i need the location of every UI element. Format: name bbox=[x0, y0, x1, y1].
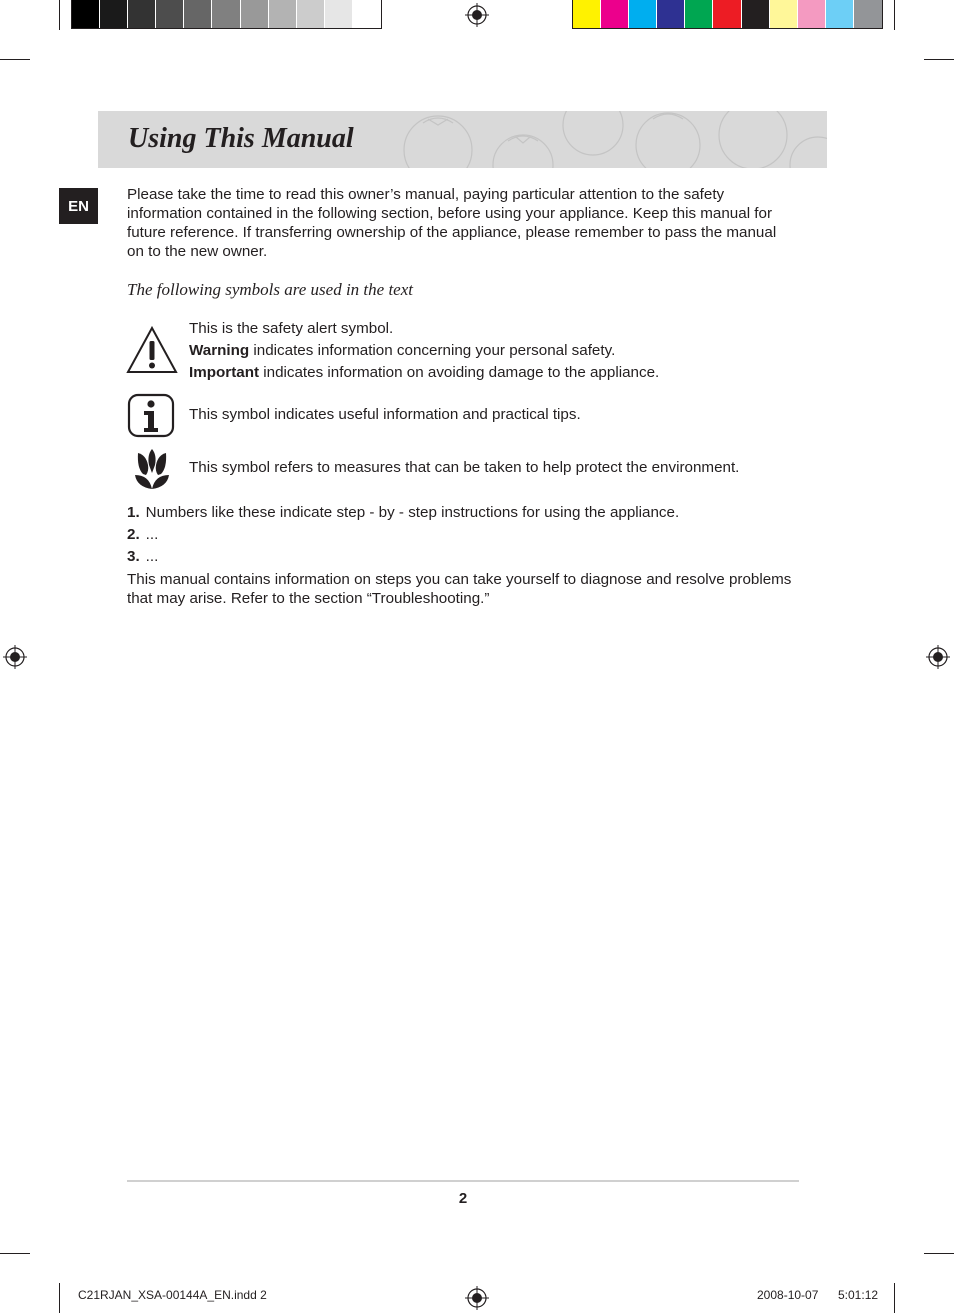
important-label: Important bbox=[189, 364, 260, 381]
info-icon bbox=[127, 393, 175, 438]
crop-mark bbox=[59, 0, 60, 30]
crop-mark bbox=[894, 0, 895, 30]
color-swatch bbox=[742, 0, 770, 28]
color-swatch bbox=[573, 0, 601, 28]
color-swatch bbox=[297, 0, 325, 28]
eco-plant-icon bbox=[132, 447, 172, 491]
step-text: ... bbox=[145, 548, 159, 565]
environment-symbol-description: This symbol refers to measures that can be taken to help protect the environment. bbox=[189, 459, 740, 476]
step-text: ... bbox=[145, 526, 159, 543]
grayscale-color-bar bbox=[71, 0, 382, 29]
slug-time: 5:01:12 bbox=[838, 1288, 879, 1302]
section-header-band bbox=[98, 111, 827, 168]
symbols-heading: The following symbols are used in the text bbox=[127, 280, 413, 299]
color-swatch bbox=[156, 0, 184, 28]
step-number: 1. bbox=[127, 504, 140, 521]
step-number: 2. bbox=[127, 526, 140, 543]
safety-line: This is the safety alert symbol. bbox=[189, 320, 394, 337]
crop-mark bbox=[924, 1253, 954, 1254]
crop-mark bbox=[0, 59, 30, 60]
color-swatch bbox=[325, 0, 353, 28]
registration-mark-icon bbox=[465, 3, 489, 27]
info-symbol-description: This symbol indicates useful information and practical tips. bbox=[189, 406, 581, 423]
safety-symbol-description bbox=[189, 318, 659, 384]
closing-paragraph: This manual contains information on steps you can take yourself to diagnose and resolve problems that may arise. Refer to the section “Troubleshooting.” bbox=[127, 571, 792, 607]
color-swatch bbox=[212, 0, 240, 28]
color-swatch bbox=[713, 0, 741, 28]
process-color-bar bbox=[572, 0, 883, 29]
color-swatch bbox=[269, 0, 297, 28]
color-swatch bbox=[657, 0, 685, 28]
step-text: Numbers like these indicate step - by - step instructions for using the appliance. bbox=[145, 504, 680, 521]
color-swatch bbox=[353, 0, 381, 28]
color-swatch bbox=[128, 0, 156, 28]
important-line bbox=[189, 362, 659, 384]
important-text: indicates information on avoiding damage to the appliance. bbox=[259, 364, 660, 381]
registration-mark-icon bbox=[926, 645, 950, 669]
page-title: Using This Manual bbox=[128, 123, 354, 154]
warning-text: indicates information concerning your personal safety. bbox=[249, 342, 616, 359]
language-tab: EN bbox=[59, 188, 98, 224]
warning-triangle-icon bbox=[126, 325, 178, 375]
tomato-watermark-icon bbox=[368, 111, 827, 168]
crop-mark bbox=[894, 1283, 895, 1313]
color-swatch bbox=[770, 0, 798, 28]
warning-line bbox=[189, 340, 659, 362]
intro-paragraph: Please take the time to read this owner’s manual, paying particular attention to the safety information contained in the following section, before using your appliance. Keep this manual for future reference. If transferring ownership of the appliance, please remember to pass the manual on to the new owner. bbox=[127, 186, 777, 260]
list-item bbox=[127, 546, 158, 568]
warning-label: Warning bbox=[189, 342, 250, 359]
registration-mark-icon bbox=[3, 645, 27, 669]
crop-mark bbox=[924, 59, 954, 60]
slug-filename: C21RJAN_XSA-00144A_EN.indd 2 bbox=[78, 1288, 267, 1302]
color-swatch bbox=[72, 0, 100, 28]
color-swatch bbox=[184, 0, 212, 28]
list-item bbox=[127, 502, 679, 524]
color-swatch bbox=[826, 0, 854, 28]
color-swatch bbox=[601, 0, 629, 28]
color-swatch bbox=[629, 0, 657, 28]
color-swatch bbox=[798, 0, 826, 28]
list-item bbox=[127, 524, 158, 546]
color-swatch bbox=[100, 0, 128, 28]
step-number: 3. bbox=[127, 548, 140, 565]
crop-mark bbox=[0, 1253, 30, 1254]
color-swatch bbox=[854, 0, 882, 28]
crop-mark bbox=[59, 1283, 60, 1313]
slug-date: 2008-10-07 bbox=[757, 1288, 819, 1302]
color-swatch bbox=[241, 0, 269, 28]
color-swatch bbox=[685, 0, 713, 28]
registration-mark-icon bbox=[465, 1286, 489, 1310]
footer-divider bbox=[127, 1180, 799, 1182]
page-number: 2 bbox=[458, 1190, 468, 1207]
